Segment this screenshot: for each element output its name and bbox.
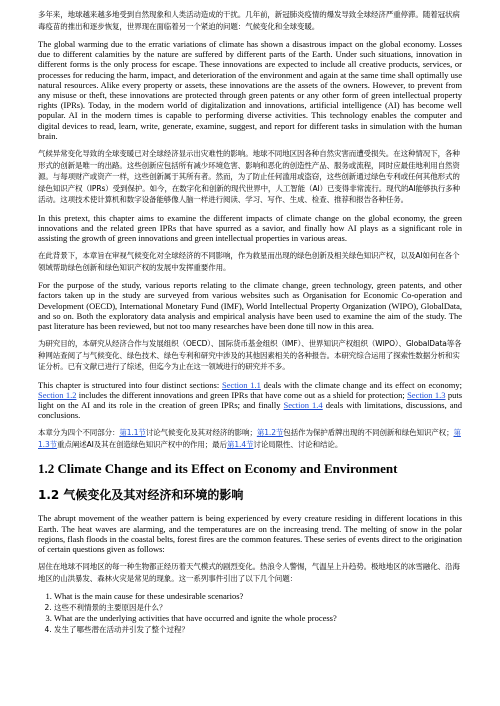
paragraph-zh-weather: 居住在地球不同地区的每一种生物都正经历着天气模式的剧烈变化。热浪令人警惕，气温呈上升趋势。极地地区的冰雪融化、沿海地区的山洪暴发、森林火灾是常见的现象。这一系列事件引出了以下几个问题： [38, 562, 460, 583]
paragraph-zh-intro: 多年来，地球越来越多地受到自然现象和人类活动造成的干扰。几年前，新冠肺炎疫情的爆发导致全球经济严重停滞。随着冠状病毒疫苗的推出和逐步恢复，世界现在面临着另一个紧迫的问题：气候变化和全球变暖。 [38, 10, 460, 31]
paragraph-zh-methodology: 为研究目的，本研究从经济合作与发展组织（OECD）、国际货币基金组织（IMF）、世界知识产权组织（WIPO）、GlobalData等各种网站查阅了与气候变化、绿色技术、绿色专利和研究中涉及的其他因素相关的各种报告。本研究综合运用了探索性数据分析和实证分析。已有文献已进行了综述，但迄今为止在这一领域进行的研究并不多。 [38, 339, 462, 372]
link-section-1-2[interactable]: Section 1.2 [38, 389, 77, 400]
link-zh-section-1-3[interactable]: 第1.3节 [38, 428, 461, 449]
link-zh-section-1-1[interactable]: 第1.1节 [119, 428, 146, 438]
paragraph-en-structure: This chapter is structured into four distinct sections: Section 1.1 deals with the climate change and its effect on economy; Section 1.2 includes the different innovations and green IPRs that have come out as a shield for protection; Section 1.3 puts light on the AI and its role in the creation of green IPRs; and finally Section 1.4 deals with limitations, discussions, and conclusions. [38, 379, 463, 421]
paragraph-en-global-warming: The global warming due to the erratic variations of climate has shown a disastrous impact on the global economy. Losses due to different calamities by the nature are suffered by different parts of the Earth. Under such situations, innovation in different forms is the only process for escape. These innovations are expected to include all creative products, services, or processes for reducing the harm, impact, and deterioration of the environment and again at the same time shall optimally use natural resources. Alike every property or assets, these innovations are the assets of the owners. However, to prevent from any misuse or theft, these innovations are protected through green patents or any other form of green intellectual property rights (IPRs). Today, in the modern world of digitalization and innovations, artificial intelligence (AI) has become well popular. AI in the modern times is capable to performing diverse activities. This technology enables the computer and digital devices to read, learn, write, generate, examine, suggest, and report for different tasks in simulation with the human brain. [38, 39, 462, 141]
list-item: 2. 这些不利情景的主要原因是什么？ [54, 602, 462, 613]
paragraph-zh-chapter-aim: 在此背景下，本章旨在审视气候变化对全球经济的不同影响，作为救星而出现的绿色创新及相关绿色知识产权，以及AI如何在各个领域帮助绿色创新和绿色知识产权的发展中发挥重要作用。 [38, 251, 460, 272]
link-section-1-3[interactable]: Section 1.3 [407, 389, 446, 400]
list-item: 4. 发生了哪些潜在活动并引发了整个过程？ [54, 624, 462, 635]
list-item: 1. What is the main cause for these undesirable scenarios? [54, 591, 462, 602]
link-section-1-1[interactable]: Section 1.1 [222, 379, 261, 390]
section-heading-en: 1.2 Climate Change and its Effect on Economy and Environment [38, 461, 398, 477]
paragraph-en-methodology: For the purpose of the study, various reports relating to the climate change, green technology, green patents, and other factors taken up in the study are surveyed from various websites such as Organisation for Economic Co-operation and Development (OECD), International Monetary Fund (IMF), World Intellectual Property Organization (WIPO), GlobalData, and so on. Both the exploratory data analysis and empirical analysis have been used to examine the aim of the study. The past literature has been reviewed, but not too many researches have been done till now in this area. [38, 280, 462, 331]
paragraph-en-chapter-aim: In this pretext, this chapter aims to examine the different impacts of climate change on the global economy, the green innovations and the related green IPRs that have spurred as a savior, and finally how AI plays as a significant role in assisting the growth of green innovations and green intellectual properties in various areas. [38, 212, 462, 243]
list-item: 3. What are the underlying activities that have occurred and ignite the whole process? [54, 613, 462, 624]
paragraph-zh-global-warming: 气候异常变化导致的全球变暖已对全球经济显示出灾难性的影响。地球不同地区因各种自然灾害而遭受损失。在这种情况下，各种形式的创新是唯一的出路。这些创新应包括所有减少环境危害、影响和恶化的创造性产品、服务或流程，同时应最佳地利用自然资源。与每项财产或资产一样，这些创新属于其所有者。然而，为了防止任何滥用或盗窃，这些创新通过绿色专利或任何其他形式的绿色知识产权（IPRs）受到保护。如今，在数字化和创新的现代世界中，人工智能（AI）已变得非常流行。现代的AI能够执行多种活动。这项技术使计算机和数字设备能够像人脑一样进行阅读、学习、写作、生成、检查、推荐和报告各种任务。 [38, 149, 460, 205]
link-zh-section-1-4[interactable]: 第1.4节 [226, 439, 254, 449]
paragraph-zh-structure: 本章分为四个不同部分：第1.1节讨论气候变化及其对经济的影响；第1.2节包括作为保护盾牌出现的不同创新和绿色知识产权；第1.3节重点阐述AI及其在创造绿色知识产权中的作用；最后第1.4节讨论局限性、讨论和结论。 [38, 428, 461, 449]
section-heading-zh: 1.2 气候变化及其对经济和环境的影响 [38, 488, 244, 503]
paragraph-en-weather: The abrupt movement of the weather pattern is being experienced by every creature residing in different locations in this Earth. The heat waves are alarming, and the temperatures are on the increasing trend. The melting of snow in the polar regions, flash floods in the coastal belts, forest fires are the common features. These series of events direct to the origination of certain questions given as follows: [38, 513, 462, 555]
link-zh-section-1-2[interactable]: 第1.2节 [256, 428, 284, 438]
link-section-1-4[interactable]: Section 1.4 [283, 400, 323, 411]
questions-list [38, 591, 462, 635]
